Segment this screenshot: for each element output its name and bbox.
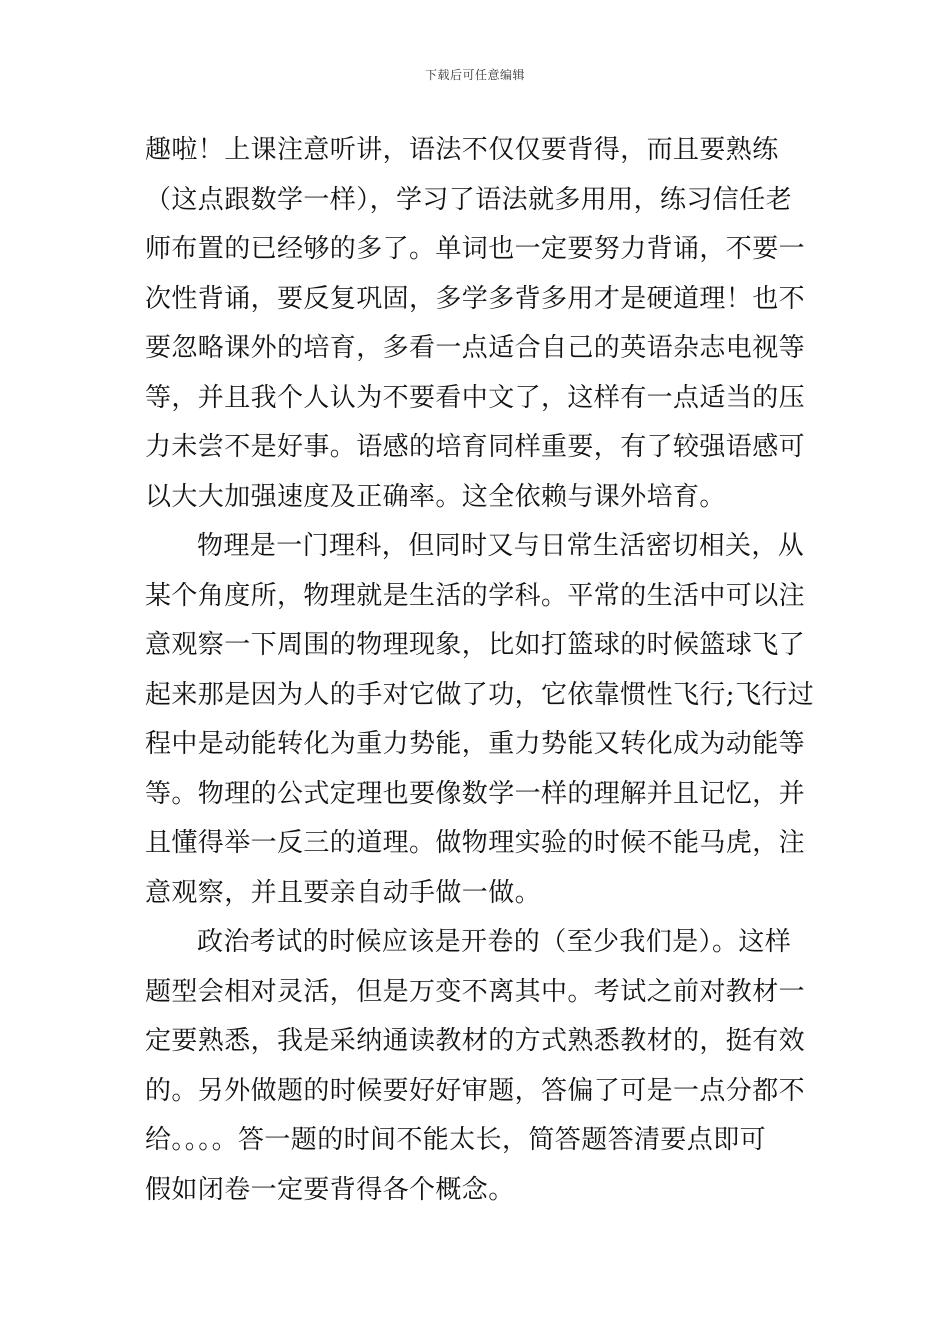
text-line: 政治考试的时候应该是开卷的（至少我们是）。这样 <box>197 927 792 957</box>
text-line: 次性背诵，要反复巩固，多学多背多用才是硬道理！也不 <box>145 283 806 314</box>
text-line: 某个角度所，物理就是生活的学科。平常的生活中可以注 <box>145 580 806 611</box>
text-line: （这点跟数学一样），学习了语法就多用用，练习信任老 <box>145 184 793 215</box>
paragraph <box>145 126 805 522</box>
paragraph <box>145 522 815 918</box>
text-line: 的。另外做题的时候要好好审题，答偏了可是一点分都不 <box>145 1075 806 1106</box>
text-line: 师布置的已经够的多了。单词也一定要努力背诵，不要一 <box>145 234 806 264</box>
text-line: 物理是一门理科，但同时又与日常生活密切相关，从 <box>197 531 805 561</box>
text-line: 意观察一下周围的物理现象，比如打篮球的时候篮球飞了 <box>145 630 806 660</box>
text-line: 且懂得举一反三的道理。做物理实验的时候不能马虎，注 <box>145 828 806 858</box>
text-line: 趣啦！上课注意听讲，语法不仅仅要背得，而且要熟练 <box>145 135 779 165</box>
text-line: 题型会相对灵活，但是万变不离其中。考试之前对教材一 <box>145 976 806 1007</box>
text-line: 起来那是因为人的手对它做了功，它依靠惯性飞行;飞行过 <box>145 679 815 710</box>
text-line: 给。。。。答一题的时间不能太长，简答题答清要点即可 <box>145 1125 767 1155</box>
text-line: 等，并且我个人认为不要看中文了，这样有一点适当的压 <box>145 382 806 413</box>
text-line: 程中是动能转化为重力势能，重力势能又转化成为动能等 <box>145 729 806 759</box>
document-body <box>145 126 815 1215</box>
text-line: 要忽略课外的培育，多看一点适合自己的英语杂志电视等 <box>145 333 806 363</box>
text-line: 假如闭卷一定要背得各个概念。 <box>145 1174 515 1205</box>
paragraph <box>145 918 805 1215</box>
page-header: 下载后可任意编辑 <box>424 68 525 82</box>
text-line: 定要熟悉，我是采纳通读教材的方式熟悉教材的，挺有效 <box>145 1026 806 1056</box>
text-line: 意观察，并且要亲自动手做一做。 <box>145 877 542 908</box>
text-line: 等。物理的公式定理也要像数学一样的理解并且记忆，并 <box>145 778 806 809</box>
text-line: 以大大加强速度及正确率。这全依赖与课外培育。 <box>145 481 726 512</box>
text-line: 力未尝不是好事。语感的培育同样重要，有了较强语感可 <box>145 432 806 462</box>
